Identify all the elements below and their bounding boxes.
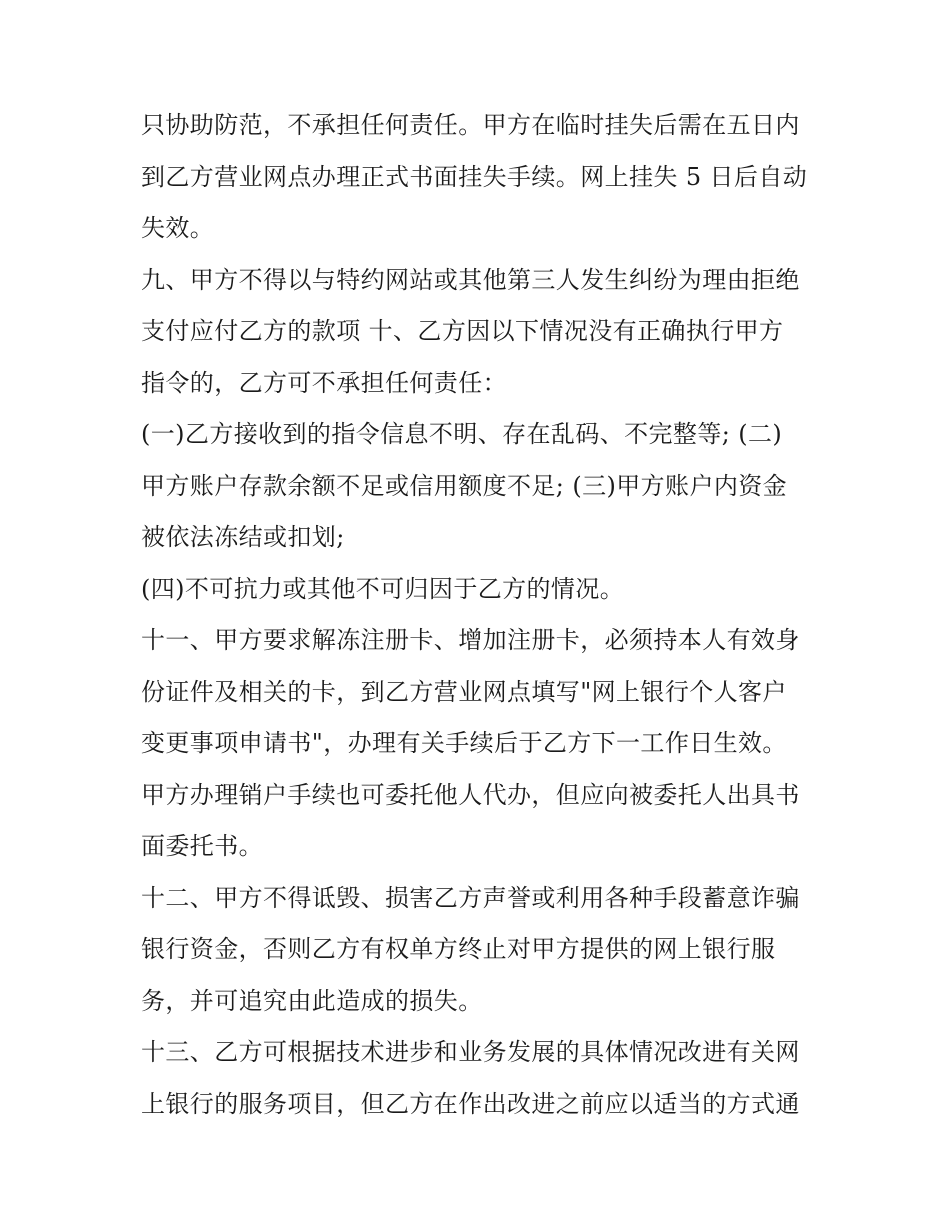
text-line: 份证件及相关的卡，到乙方营业网点填写"网上银行个人客户 xyxy=(141,677,787,706)
text-line: (一)乙方接收到的指令信息不明、存在乱码、不完整等; (二) xyxy=(141,420,783,448)
text-line: 务，并可追究由此造成的损失。 xyxy=(141,986,483,1015)
text-line: 十三、乙方可根据技术进步和业务发展的具体情况改进有关网 xyxy=(141,1038,800,1066)
text-line: 甲方账户存款余额不足或信用额度不足; (三)甲方账户内资金 xyxy=(141,471,788,500)
text-line: 支付应付乙方的款项 十、乙方因以下情况没有正确执行甲方 xyxy=(141,317,784,345)
text-line: 面委托书。 xyxy=(141,832,263,860)
text-line: 银行资金，否则乙方有权单方终止对甲方提供的网上银行服 xyxy=(141,935,776,963)
document-body xyxy=(141,100,821,1130)
text-line: 十二、甲方不得诋毁、损害乙方声誉或利用各种手段蓄意诈骗 xyxy=(141,883,800,912)
text-line: 指令的，乙方可不承担任何责任： xyxy=(141,368,507,397)
text-line: 十一、甲方要求解冻注册卡、增加注册卡，必须持本人有效身 xyxy=(141,626,800,654)
text-line: 只协助防范，不承担任何责任。甲方在临时挂失后需在五日内 xyxy=(141,111,800,139)
text-line: 到乙方营业网点办理正式书面挂失手续。网上挂失 5 日后自动 xyxy=(141,162,808,191)
text-line: 被依法冻结或扣划; xyxy=(141,523,345,551)
text-line: 甲方办理销户手续也可委托他人代办，但应向被委托人出具书 xyxy=(141,780,800,809)
text-line: 失效。 xyxy=(141,214,215,242)
text-line: 上银行的服务项目，但乙方在作出改进之前应以适当的方式通 xyxy=(141,1089,800,1118)
text-line: 九、甲方不得以与特约网站或其他第三人发生纠纷为理由拒绝 xyxy=(141,265,800,294)
text-line: 变更事项申请书"，办理有关手续后于乙方下一工作日生效。 xyxy=(141,729,787,757)
text-line: (四)不可抗力或其他不可归因于乙方的情况。 xyxy=(141,574,625,603)
